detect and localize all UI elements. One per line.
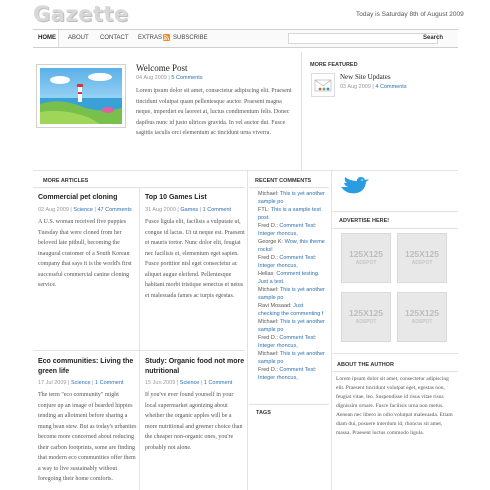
- ad-slot[interactable]: [341, 233, 391, 283]
- comment-link[interactable]: Comment Test: Integer rhoncus,: [258, 367, 317, 381]
- comment-author: FTL:: [258, 207, 270, 213]
- featured-title[interactable]: Welcome Post: [136, 63, 188, 73]
- featured-divider: [301, 52, 302, 170]
- comment-item: [258, 270, 326, 286]
- about-heading: ABOUT THE AUTHOR: [337, 362, 394, 368]
- article-title[interactable]: Study: Organic food not more nutritional: [145, 358, 245, 375]
- articles-column-divider: [139, 188, 140, 490]
- comment-link[interactable]: Wow, this theme rocks!: [258, 239, 325, 253]
- comment-author: Hellas:: [258, 271, 275, 277]
- comment-author: Ravi Mosaad:: [258, 303, 292, 309]
- more-featured-heading: MORE FEATURED: [310, 62, 358, 68]
- comment-item: [258, 286, 326, 302]
- article-date: 31 Aug 2009: [145, 207, 176, 213]
- article-meta: 15 Jun 2009 | Science | 1 Comment: [145, 380, 233, 386]
- comments-column-divider: [247, 170, 248, 490]
- twitter-bird-icon[interactable]: [337, 175, 369, 197]
- envelope-icon[interactable]: [311, 73, 335, 97]
- article-date: 15 Jun 2009: [145, 380, 176, 386]
- article-meta: 17 Jul 2009 | Science | 1 Comment: [38, 380, 124, 386]
- nav-about[interactable]: ABOUT: [68, 35, 89, 41]
- more-featured-meta: 03 Aug 2009 | 4 Comments: [340, 84, 407, 90]
- comment-item: [258, 302, 326, 318]
- article-excerpt: Fusce ligula elit, facilisis a vulputate ut, congue id lacus. Ut ut neque est. Praesent et mauris tortor. Nunc dolor elit, feugiat nec facilisis et, elementum eget sapien. Fusce porttitor nisl eget consectetur ac aliquet augue eleifend. Pellentesque habitant morbi tristique senectus et netus et malesuada fames ac turpis egestas.: [145, 219, 245, 299]
- comment-item: [258, 366, 326, 382]
- comment-link[interactable]: Just checking the commenting f: [258, 303, 324, 317]
- featured-comments-link[interactable]: 5 Comments: [171, 75, 203, 81]
- ad-size-label: 125X125: [348, 308, 384, 318]
- ad-sub-label: ADSPOT: [355, 319, 377, 325]
- article-comments-link[interactable]: 47 Comments: [97, 207, 132, 213]
- nav-subscribe[interactable]: SUBSCRIBE: [173, 35, 208, 41]
- comment-link[interactable]: This is yet another sample po: [258, 287, 325, 301]
- section-divider: [33, 170, 458, 171]
- comment-link[interactable]: Comment Test: Integer rhoncus,: [258, 255, 317, 269]
- comment-author: Michael:: [258, 191, 279, 197]
- site-logo[interactable]: Gazette: [33, 2, 129, 26]
- article-title[interactable]: Top 10 Games List: [145, 194, 207, 201]
- article-date: 02 Aug 2009: [38, 207, 69, 213]
- article-title[interactable]: Eco communities: Living the green life: [38, 358, 134, 375]
- nav-extras[interactable]: EXTRAS: [138, 35, 163, 41]
- comment-author: Fred D.:: [258, 335, 278, 341]
- comment-item: [258, 334, 326, 350]
- articles-row-divider: [33, 350, 245, 351]
- comment-author: Michael:: [258, 351, 279, 357]
- comment-item: [258, 238, 326, 254]
- comment-author: Michael:: [258, 319, 279, 325]
- advertise-divider: [333, 228, 458, 229]
- tags-heading: TAGS: [256, 410, 271, 416]
- featured-excerpt: Lorem ipsum dolor sit amet, consectetur adipiscing elit. Praesent tincidunt volutpat quam pellentesque auctor. Praesent magna neque, imperdiet eu laoreet at, luctus condimentum felis. Donec dapibus nunc id justo ultrices gravida. In vel auctor dui. Fusce sagittis iaculis orci elementum ac tincidunt urna viverra.: [136, 88, 292, 136]
- ad-sub-label: ADSPOT: [411, 319, 433, 325]
- comment-item: [258, 222, 326, 238]
- comment-link[interactable]: Comment Test: Integer rhoncus,: [258, 335, 317, 349]
- comment-link[interactable]: Comment Test: Integer rhoncus,: [258, 223, 317, 237]
- comment-link[interactable]: This is yet another sample po: [258, 351, 325, 365]
- comment-author: George K:: [258, 239, 284, 245]
- comment-author: Fred D.:: [258, 255, 278, 261]
- recent-comments-heading: RECENT COMMENTS: [255, 178, 312, 184]
- ad-slot[interactable]: [397, 233, 447, 283]
- rss-icon: [163, 34, 170, 41]
- more-featured-date: 03 Aug 2009: [340, 84, 371, 90]
- ad-slot[interactable]: [341, 292, 391, 342]
- recent-comments-list: [258, 190, 326, 382]
- comment-item: [258, 254, 326, 270]
- comment-item: [258, 318, 326, 334]
- comment-link[interactable]: Comment testing. Just a test.: [258, 271, 320, 285]
- ad-size-label: 125X125: [404, 249, 440, 259]
- about-text: Lorem ipsum dolor sit amet, consectetur adipiscing elit. Praesent tincidunt volutpat eget, egestas non, feugiat vitae, leo. Suspendisse id risus vitae risus dignissim ornare. Fusce facilisis urna non metus. Aenean nec libero in odio volutpat malesuada. Etiam diam dui, posuere interdum id, rhoncus sit amet, massa. Praesent luctus commodo ligula.: [336, 376, 453, 436]
- article-comments-link[interactable]: 1 Comment: [95, 380, 124, 386]
- tags-divider: [249, 404, 329, 405]
- article-excerpt: If you've ever found yourself in your local supermarket agonizing about whether the organic apples will be a more nutritional and greener choice than the cheaper non-organic ones, you're probably not alone.: [145, 392, 243, 451]
- main-nav: [33, 29, 458, 48]
- article-comments-link[interactable]: 1 Comment: [203, 380, 233, 386]
- comment-item: [258, 350, 326, 366]
- article-comments-link[interactable]: 1 Comment: [202, 207, 232, 213]
- article-category-link[interactable]: Science: [179, 380, 200, 386]
- search-input[interactable]: [288, 33, 438, 44]
- nav-contact[interactable]: CONTACT: [100, 35, 129, 41]
- ad-size-label: 125X125: [348, 249, 384, 259]
- article-meta: 31 Aug 2009 | Games | 1 Comment: [145, 207, 232, 213]
- ad-sub-label: ADSPOT: [355, 260, 377, 266]
- article-category-link[interactable]: Games: [180, 207, 199, 213]
- featured-meta: 04 Aug 2009 | 5 Comments: [136, 75, 203, 81]
- comment-link[interactable]: This is a sample test post.: [258, 207, 321, 221]
- advertise-heading: ADVERTISE HERE!: [339, 218, 390, 224]
- ad-slot[interactable]: [397, 292, 447, 342]
- comment-link[interactable]: This is yet another sample po: [258, 319, 325, 333]
- search-button[interactable]: Search: [423, 35, 444, 41]
- article-date: 17 Jul 2009: [38, 380, 67, 386]
- comment-item: [258, 206, 326, 222]
- article-category-link[interactable]: Science: [70, 380, 91, 386]
- comment-item: [258, 190, 326, 206]
- more-featured-comments-link[interactable]: 4 Comments: [375, 84, 407, 90]
- header-date: Today is Saturday 8th of August 2009: [356, 11, 464, 18]
- comments-heading-divider: [249, 187, 329, 188]
- more-articles-heading: MORE ARTICLES: [43, 178, 89, 184]
- article-category-link[interactable]: Science: [73, 207, 93, 213]
- comment-link[interactable]: This is yet another sample po: [258, 191, 325, 205]
- article-excerpt: A U.S. woman received five puppies Tuesday that were cloned from her beloved late pitbull, becoming the inaugural customer of a South Korean company that says it is the world's first successful commercial canine cloning service.: [38, 219, 132, 288]
- article-excerpt: The term "eco community" might conjure up an image of bearded hippies tending an allotment before sharing a mung bean stew. But as today's urbanites become more concerned about reducing their carbon footprints, some are finding that modern eco communities offer them a way to live sustainably without foregoing their home comforts.: [38, 392, 137, 482]
- featured-date: 04 Aug 2009: [136, 75, 167, 81]
- about-divider-top: [333, 353, 458, 354]
- ad-size-label: 125X125: [404, 308, 440, 318]
- featured-thumbnail[interactable]: [36, 64, 126, 128]
- comment-author: Michael:: [258, 287, 279, 293]
- more-featured-title[interactable]: New Site Updates: [340, 73, 391, 81]
- comment-author: Fred D.:: [258, 367, 278, 373]
- nav-home[interactable]: HOME: [33, 30, 59, 47]
- sidebar-divider: [331, 170, 332, 490]
- article-title[interactable]: Commercial pet cloning: [38, 194, 118, 201]
- advertise-divider-top: [333, 211, 458, 212]
- ad-sub-label: ADSPOT: [411, 260, 433, 266]
- article-meta: 02 Aug 2009 | Science | 47 Comments: [38, 207, 132, 213]
- about-divider: [333, 371, 458, 372]
- comment-author: Fred D.:: [258, 223, 278, 229]
